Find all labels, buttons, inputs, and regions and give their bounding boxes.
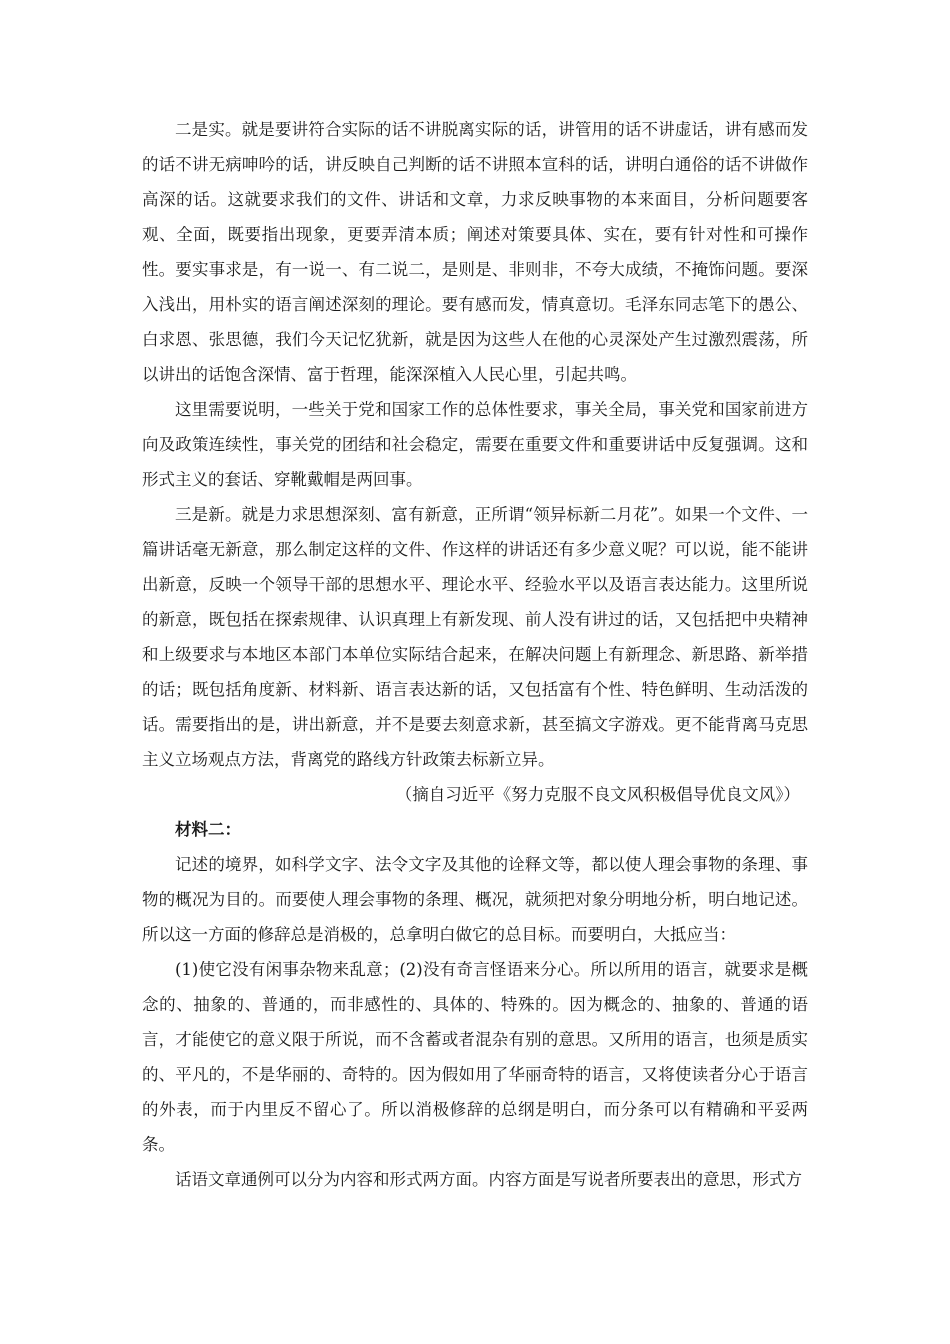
paragraph-content-form: 话语文章通例可以分为内容和形式两方面。内容方面是写说者所要表出的意思，形式方 [175,1170,802,1189]
document-page [142,112,808,1197]
section-heading-material-two: 材料二： [175,820,241,839]
paragraph-three-is-new: 三是新。就是力求思想深刻、富有新意，正所谓“领异标新二月花”。如果一个文件、一篇讲话毫无新意，那么制定这样的文件、作这样的讲话还有多少意义呢？可以说，能不能讲出新意，反映一个领导干部的思想水平、理论水平、经验水平以及语言表达能力。这里所说的新意，既包括在探索规律、认识真理上有新发现、前人没有讲过的话，又包括把中央精神和上级要求与本地区本部门本单位实际结合起来，在解决问题上有新理念、新思路、新举措的话；既包括角度新、材料新、语言表达新的话，又包括富有个性、特色鲜明、生动活泼的话。需要指出的是，讲出新意，并不是要去刻意求新，甚至搞文字游戏。更不能背离马克思主义立场观点方法，背离党的路线方针政策去标新立异。 [142,505,808,769]
source-citation: （摘自习近平《努力克服不良文风积极倡导优良文风》） [395,785,800,804]
paragraph-rules-list: (1)使它没有闲事杂物来乱意；(2)没有奇言怪语来分心。所以所用的语言，就要求是概念的、抽象的、普通的，而非感性的、具体的、特殊的。因为概念的、抽象的、普通的语言，才能使它的意义限于所说，而不含蓄或者混杂有别的意思。又所用的语言，也须是质实的、平凡的，不是华丽的、奇特的。因为假如用了华丽奇特的语言，又将使读者分心于语言的外表，而于内里反不留心了。所以消极修辞的总纲是明白，而分条可以有精确和平妥两条。 [142,960,808,1154]
paragraph-narrative-realm: 记述的境界，如科学文字、法令文字及其他的诠释文等，都以使人理会事物的条理、事物的概况为目的。而要使人理会事物的条理、概况，就须把对象分明地分析，明白地记述。所以这一方面的修辞总是消极的，总拿明白做它的总目标。而要明白，大抵应当： [142,855,808,944]
paragraph-explanation: 这里需要说明，一些关于党和国家工作的总体性要求，事关全局，事关党和国家前进方向及政策连续性，事关党的团结和社会稳定，需要在重要文件和重要讲话中反复强调。这和形式主义的套话、穿靴戴帽是两回事。 [142,400,808,489]
paragraph-two-is-solid: 二是实。就是要讲符合实际的话不讲脱离实际的话，讲管用的话不讲虚话，讲有感而发的话不讲无病呻吟的话，讲反映自己判断的话不讲照本宣科的话，讲明白通俗的话不讲做作高深的话。这就要求我们的文件、讲话和文章，力求反映事物的本来面目，分析问题要客观、全面，既要指出现象，更要弄清本质；阐述对策要具体、实在，要有针对性和可操作性。要实事求是，有一说一、有二说二，是则是、非则非，不夸大成绩，不掩饰问题。要深入浅出，用朴实的语言阐述深刻的理论。要有感而发，情真意切。毛泽东同志笔下的愚公、白求恩、张思德，我们今天记忆犹新，就是因为这些人在他的心灵深处产生过激烈震荡，所以讲出的话饱含深情、富于哲理，能深深植入人民心里，引起共鸣。 [142,120,808,384]
